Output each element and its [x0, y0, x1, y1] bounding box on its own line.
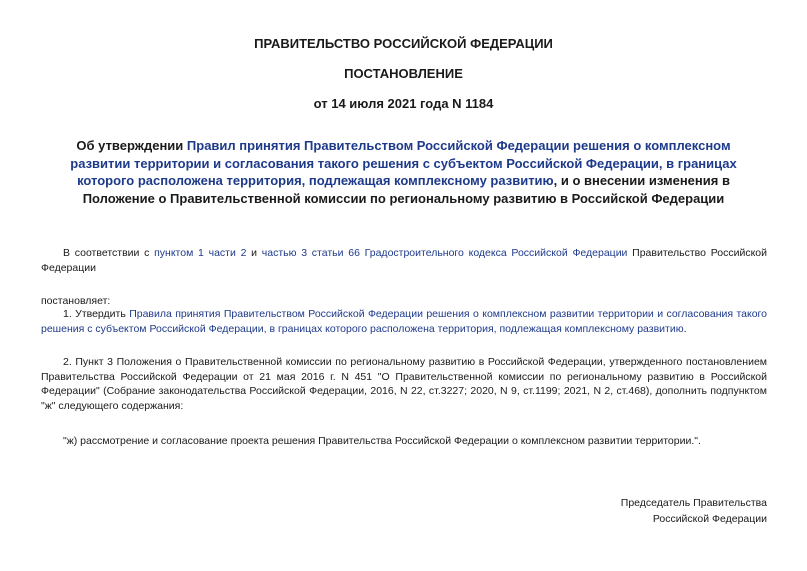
basis-link-article66[interactable]: частью 3 статьи 66 Градостроительного кодекса Российской Федерации: [261, 247, 628, 259]
basis-text-2: и: [246, 247, 262, 259]
signature-block: [621, 495, 767, 527]
basis-text-3: Правительство Российской Федерации: [41, 247, 767, 274]
date-number-heading: от 14 июля 2021 года N 1184: [313, 96, 494, 111]
signature-line-1: Председатель Правительства: [620, 497, 767, 509]
document-type-heading: ПОСТАНОВЛЕНИЕ: [344, 66, 463, 81]
item1-paragraph: [41, 307, 767, 336]
item1-text-1: 1. Утвердить: [63, 308, 130, 320]
resolves-paragraph: постановляет:: [41, 295, 111, 307]
government-heading: ПРАВИТЕЛЬСТВО РОССИЙСКОЙ ФЕДЕРАЦИИ: [254, 36, 553, 51]
item1-text-2: .: [683, 322, 687, 335]
title-suffix: , и о внесении изменения в Положение о Правительственной комиссии по региональному развитию в Российской Федерации: [82, 173, 730, 206]
item1-rules-link[interactable]: Правила принятия Правительством Российской Федерации решения о комплексном развитии территории и согласования такого решения с субъектом Российской Федерации, в границах которого расположена территория, подлежащая комплексному развитию: [41, 308, 767, 335]
title-rules-link[interactable]: Правил принятия Правительством Российской Федерации решения о комплексном развитии территории и согласования такого решения с субъектом Российской Федерации, в границах которого расположена территория, подлежащая комплексному развитию: [70, 138, 737, 188]
item2-paragraph: 2. Пункт 3 Положения о Правительственной комиссии по региональному развитию в Российской Федерации, утвержденного постановлением Правительства Российской Федерации от 21 мая 2016 г. N 451 "О Правительственной комиссии по региональному развитию в Российской Федерации" (Собрание законодательства Российской Федерации, 2016, N 22, ст.3227; 2020, N 9, ст.1199; 2021, N 2, ст.468), дополнить подпунктом "ж" следующего содержания:: [41, 356, 767, 412]
basis-link-part2[interactable]: пунктом 1 части 2: [154, 247, 247, 259]
document-title: [50, 137, 757, 207]
title-prefix: Об утверждении: [76, 138, 187, 153]
quote-paragraph: "ж) рассмотрение и согласование проекта решения Правительства Российской Федерации о комплексном развитии территории.".: [63, 435, 701, 447]
basis-paragraph: [41, 246, 767, 275]
signature-line-2: Российской Федерации: [652, 513, 767, 525]
basis-text-1: В соответствии с: [63, 247, 155, 259]
